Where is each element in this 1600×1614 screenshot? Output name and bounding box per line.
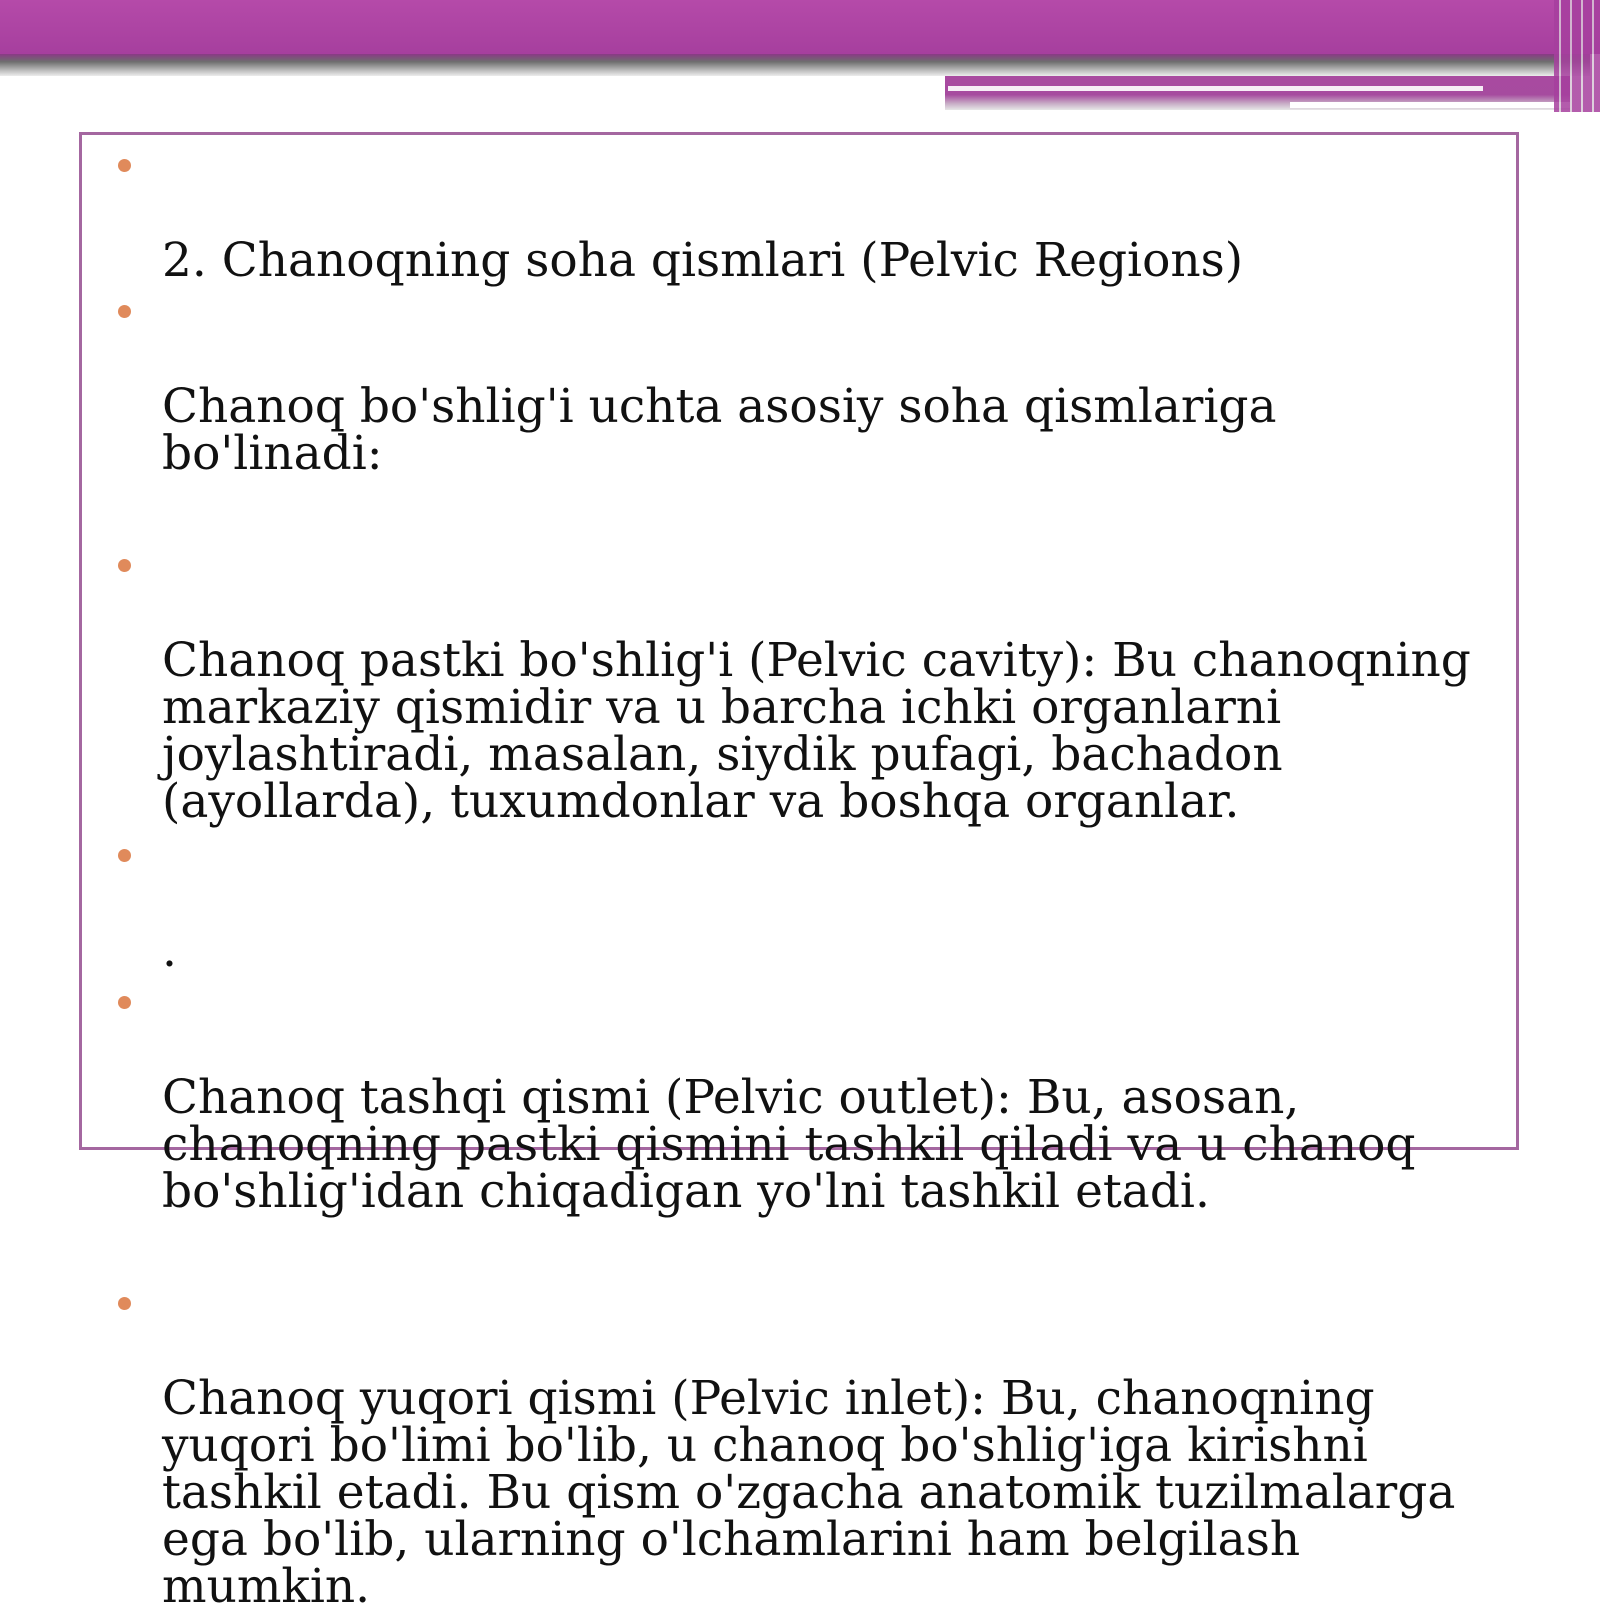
bullet-dot-icon	[118, 849, 131, 862]
bullet-item	[82, 289, 1516, 481]
bullet-item	[82, 543, 1516, 829]
bullet-text: 2. Chanoqning soha qismlari (Pelvic Regions)	[162, 233, 1244, 288]
bullet-dot-icon	[118, 305, 131, 318]
bullet-item	[82, 980, 1516, 1219]
header-edge-stripes	[1554, 0, 1600, 112]
bullet-list	[82, 143, 1516, 1614]
bullet-dot-icon	[118, 559, 131, 572]
header-band	[0, 0, 1600, 54]
bullet-dot-icon	[118, 996, 131, 1009]
bullet-dot-icon	[118, 1297, 131, 1310]
content-frame	[79, 132, 1519, 1614]
bullet-item	[82, 833, 1516, 978]
bullet-text: Chanoq pastki bo'shlig'i (Pelvic cavity): Bu chanoqning markaziy qismidir va u barcha ichki organlarni joylashtiradi, masalan, siydik pufagi, bachadon (ayollarda), tuxumdonlar va boshqa organlar.	[162, 633, 1471, 829]
bullet-item	[82, 143, 1516, 288]
bullet-text: Chanoq tashqi qismi (Pelvic outlet): Bu, asosan, chanoqning pastki qismini tashkil qiladi va u chanoq bo'shlig'idan chiqadigan yo'lni tashkil etadi.	[162, 1070, 1416, 1219]
bullet-text: .	[162, 923, 177, 978]
bullet-text: Chanoq bo'shlig'i uchta asosiy soha qismlariga bo'linadi:	[162, 379, 1277, 481]
bullet-item	[82, 1281, 1516, 1614]
bullet-text: Chanoq yuqori qismi (Pelvic inlet): Bu, chanoqning yuqori bo'limi bo'lib, u chanoq bo'shlig'iga kirishni tashkil etadi. Bu qism o'zgacha anatomik tuzilmalarga ega bo'lib, ularning o'lchamlarini ham belgilash mumkin.	[162, 1371, 1456, 1614]
header-band-shadow	[0, 54, 1590, 76]
bullet-dot-icon	[118, 159, 131, 172]
header-accent-line-secondary	[1290, 102, 1570, 108]
header-accent-line	[948, 86, 1483, 91]
